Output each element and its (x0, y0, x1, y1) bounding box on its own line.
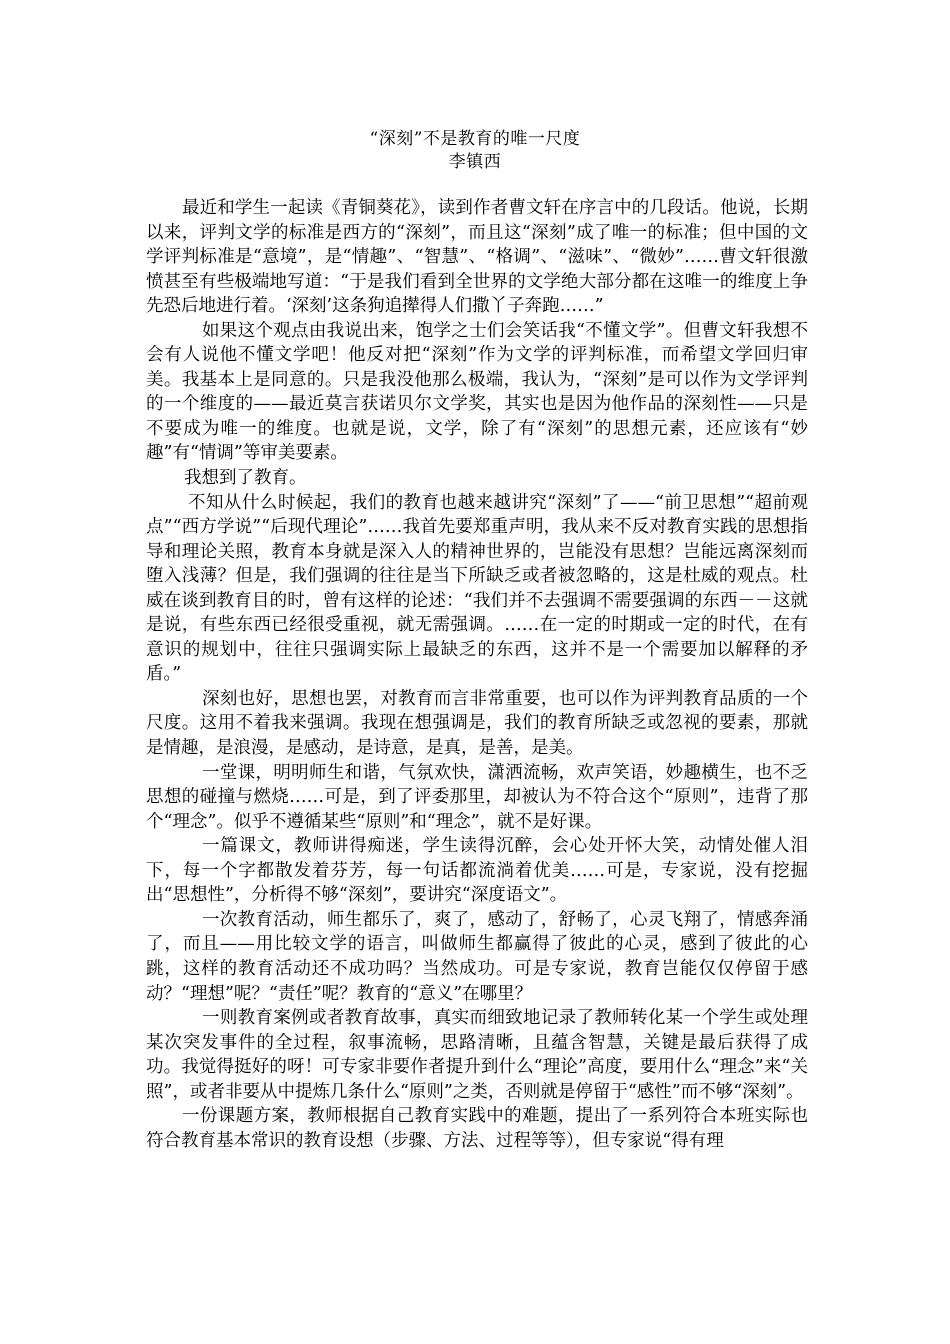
document-author: 李镇西 (448, 152, 502, 172)
body-paragraph: 最近和学生一起读《青铜葵花》，读到作者曹文轩在序言中的几段话。他说，长期以来，评判文学的标准是西方的“深刻”，而且这“深刻”成了唯一的标准；但中国的文学评判标准是“意境”，是“情趣”、“智慧”、“格调”、“滋味”、“微妙”……曹文轩很激愤甚至有些极端地写道：“于是我们看到全世界的文学绝大部分都在这唯一的维度上争先恐后地进行着。‘深刻’这条狗追撵得人们撒丫子奔跑……” (146, 198, 808, 317)
body-paragraph: 如果这个观点由我说出来，饱学之士们会笑话我“不懂文学”。但曹文轩我想不会有人说他不懂文学吧！他反对把“深刻”作为文学的评判标准，而希望文学回归审美。我基本上是同意的。只是我没他那么极端，我认为，“深刻”是可以作为文学评判的一个维度的——最近莫言获诺贝尔文学奖，其实也是因为他作品的深刻性——只是不要成为唯一的维度。也就是说，文学，除了有“深刻”的思想元素，还应该有“妙趣”有“情调”等审美要素。 (146, 320, 808, 464)
body-paragraph: 一篇课文，教师讲得痴迷，学生读得沉醉，会心处开怀大笑，动情处催人泪下，每一个字都散发着芬芳，每一句话都流淌着优美……可是，专家说，没有挖掘出“思想性”，分析得不够“深刻”，要讲究“深度语文”。 (146, 836, 808, 906)
body-paragraph: 一次教育活动，师生都乐了，爽了，感动了，舒畅了，心灵飞翔了，情感奔涌了，而且——用比较文学的语言，叫做师生都赢得了彼此的心灵，感到了彼此的心跳，这样的教育活动还不成功吗？当然成功。可是专家说，教育岂能仅仅停留于感动？“理想”呢？“责任”呢？教育的“意义”在哪里？ (146, 909, 808, 1004)
body-paragraph: 一堂课，明明师生和谐，气氛欢快，潇洒流畅，欢声笑语，妙趣横生，也不乏思想的碰撞与燃烧……可是，到了评委那里，却被认为不符合这个“原则”，违背了那个“理念”。似乎不遵循某些“原则”和“理念”，就不是好课。 (146, 762, 808, 832)
document-body (146, 196, 808, 1153)
body-paragraph: 一份课题方案，教师根据自己教育实践中的难题，提出了一系列符合本班实际也符合教育基本常识的教育设想（步骤、方法、过程等等），但专家说“得有理 (146, 1106, 808, 1151)
document-title: “深刻”不是教育的唯一尺度 (369, 129, 581, 149)
body-paragraph: 一则教育案例或者教育故事，真实而细致地记录了教师转化某一个学生或处理某次突发事件的全过程，叙事流畅，思路清晰，且蕴含智慧，关键是最后获得了成功。我觉得挺好的呀！可专家非要作者提升到什么“理论”高度，要用什么“理念”来“关照”，或者非要从中提炼几条什么“原则”之类，否则就是停留于“感性”而不够“深刻”。 (146, 1008, 808, 1102)
body-paragraph: 我想到了教育。 (184, 468, 307, 489)
body-paragraph: 深刻也好，思想也罢，对教育而言非常重要，也可以作为评判教育品质的一个尺度。这用不着我来强调。我现在想强调是，我们的教育所缺乏或忽视的要素，那就是情趣，是浪漫，是感动，是诗意，是真，是善，是美。 (146, 688, 808, 759)
body-paragraph: 不知从什么时候起，我们的教育也越来越讲究“深刻”了——“前卫思想”“超前观点”“西方学说”“后现代理论”……我首先要郑重声明，我从来不反对教育实践的思想指导和理论关照，教育本身就是深入人的精神世界的，岂能没有思想？岂能远离深刻而堕入浅薄？但是，我们强调的往往是当下所缺乏或者被忽略的，这是杜威的观点。杜威在谈到教育目的时，曾有这样的论述：“我们并不去强调不需要强调的东西－－这就是说，有些东西已经很受重视，就无需强调。……在一定的时期或一定的时代，在有意识的规划中，往往只强调实际上最缺乏的东西，这并不是一个需要加以解释的矛盾。” (146, 492, 808, 685)
